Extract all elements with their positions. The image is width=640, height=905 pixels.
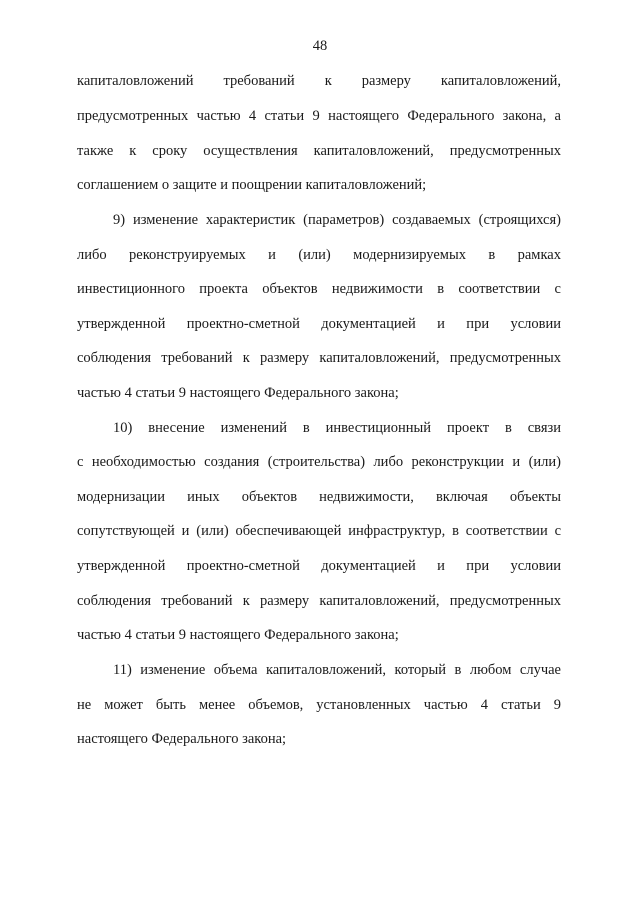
text-line: частью 4 статьи 9 настоящего Федерального закона;: [77, 627, 399, 643]
text-line: с необходимостью создания (строительства) либо реконструкции и (или): [77, 454, 561, 470]
text-line: капиталовложений требований к размеру капиталовложений,: [77, 73, 561, 89]
text-line: модернизации иных объектов недвижимости, включая объекты: [77, 489, 561, 505]
text-line: частью 4 статьи 9 настоящего Федерального закона;: [77, 385, 399, 401]
text-line: утвержденной проектно-сметной документацией и при условии: [77, 316, 561, 332]
text-line: сопутствующей и (или) обеспечивающей инфраструктур, в соответствии с: [77, 523, 561, 539]
text-line: 9) изменение характеристик (параметров) создаваемых (строящихся): [113, 212, 561, 228]
text-line: настоящего Федерального закона;: [77, 731, 287, 747]
text-line: не может быть менее объемов, установленных частью 4 статьи 9: [77, 697, 561, 713]
text-line: 11) изменение объема капиталовложений, который в любом случае: [113, 662, 561, 678]
page-number: 48: [312, 38, 328, 54]
text-line: также к сроку осуществления капиталовложений, предусмотренных: [77, 143, 561, 159]
text-line: соглашением о защите и поощрении капиталовложений;: [77, 177, 427, 193]
text-line: либо реконструируемых и (или) модернизируемых в рамках: [77, 247, 561, 263]
text-line: соблюдения требований к размеру капиталовложений, предусмотренных: [77, 593, 561, 609]
text-line: 10) внесение изменений в инвестиционный проект в связи: [113, 420, 561, 436]
text-line: инвестиционного проекта объектов недвижимости в соответствии с: [77, 281, 561, 297]
text-line: предусмотренных частью 4 статьи 9 настоящего Федерального закона, а: [77, 108, 561, 124]
text-line: соблюдения требований к размеру капиталовложений, предусмотренных: [77, 350, 561, 366]
text-line: утвержденной проектно-сметной документацией и при условии: [77, 558, 561, 574]
